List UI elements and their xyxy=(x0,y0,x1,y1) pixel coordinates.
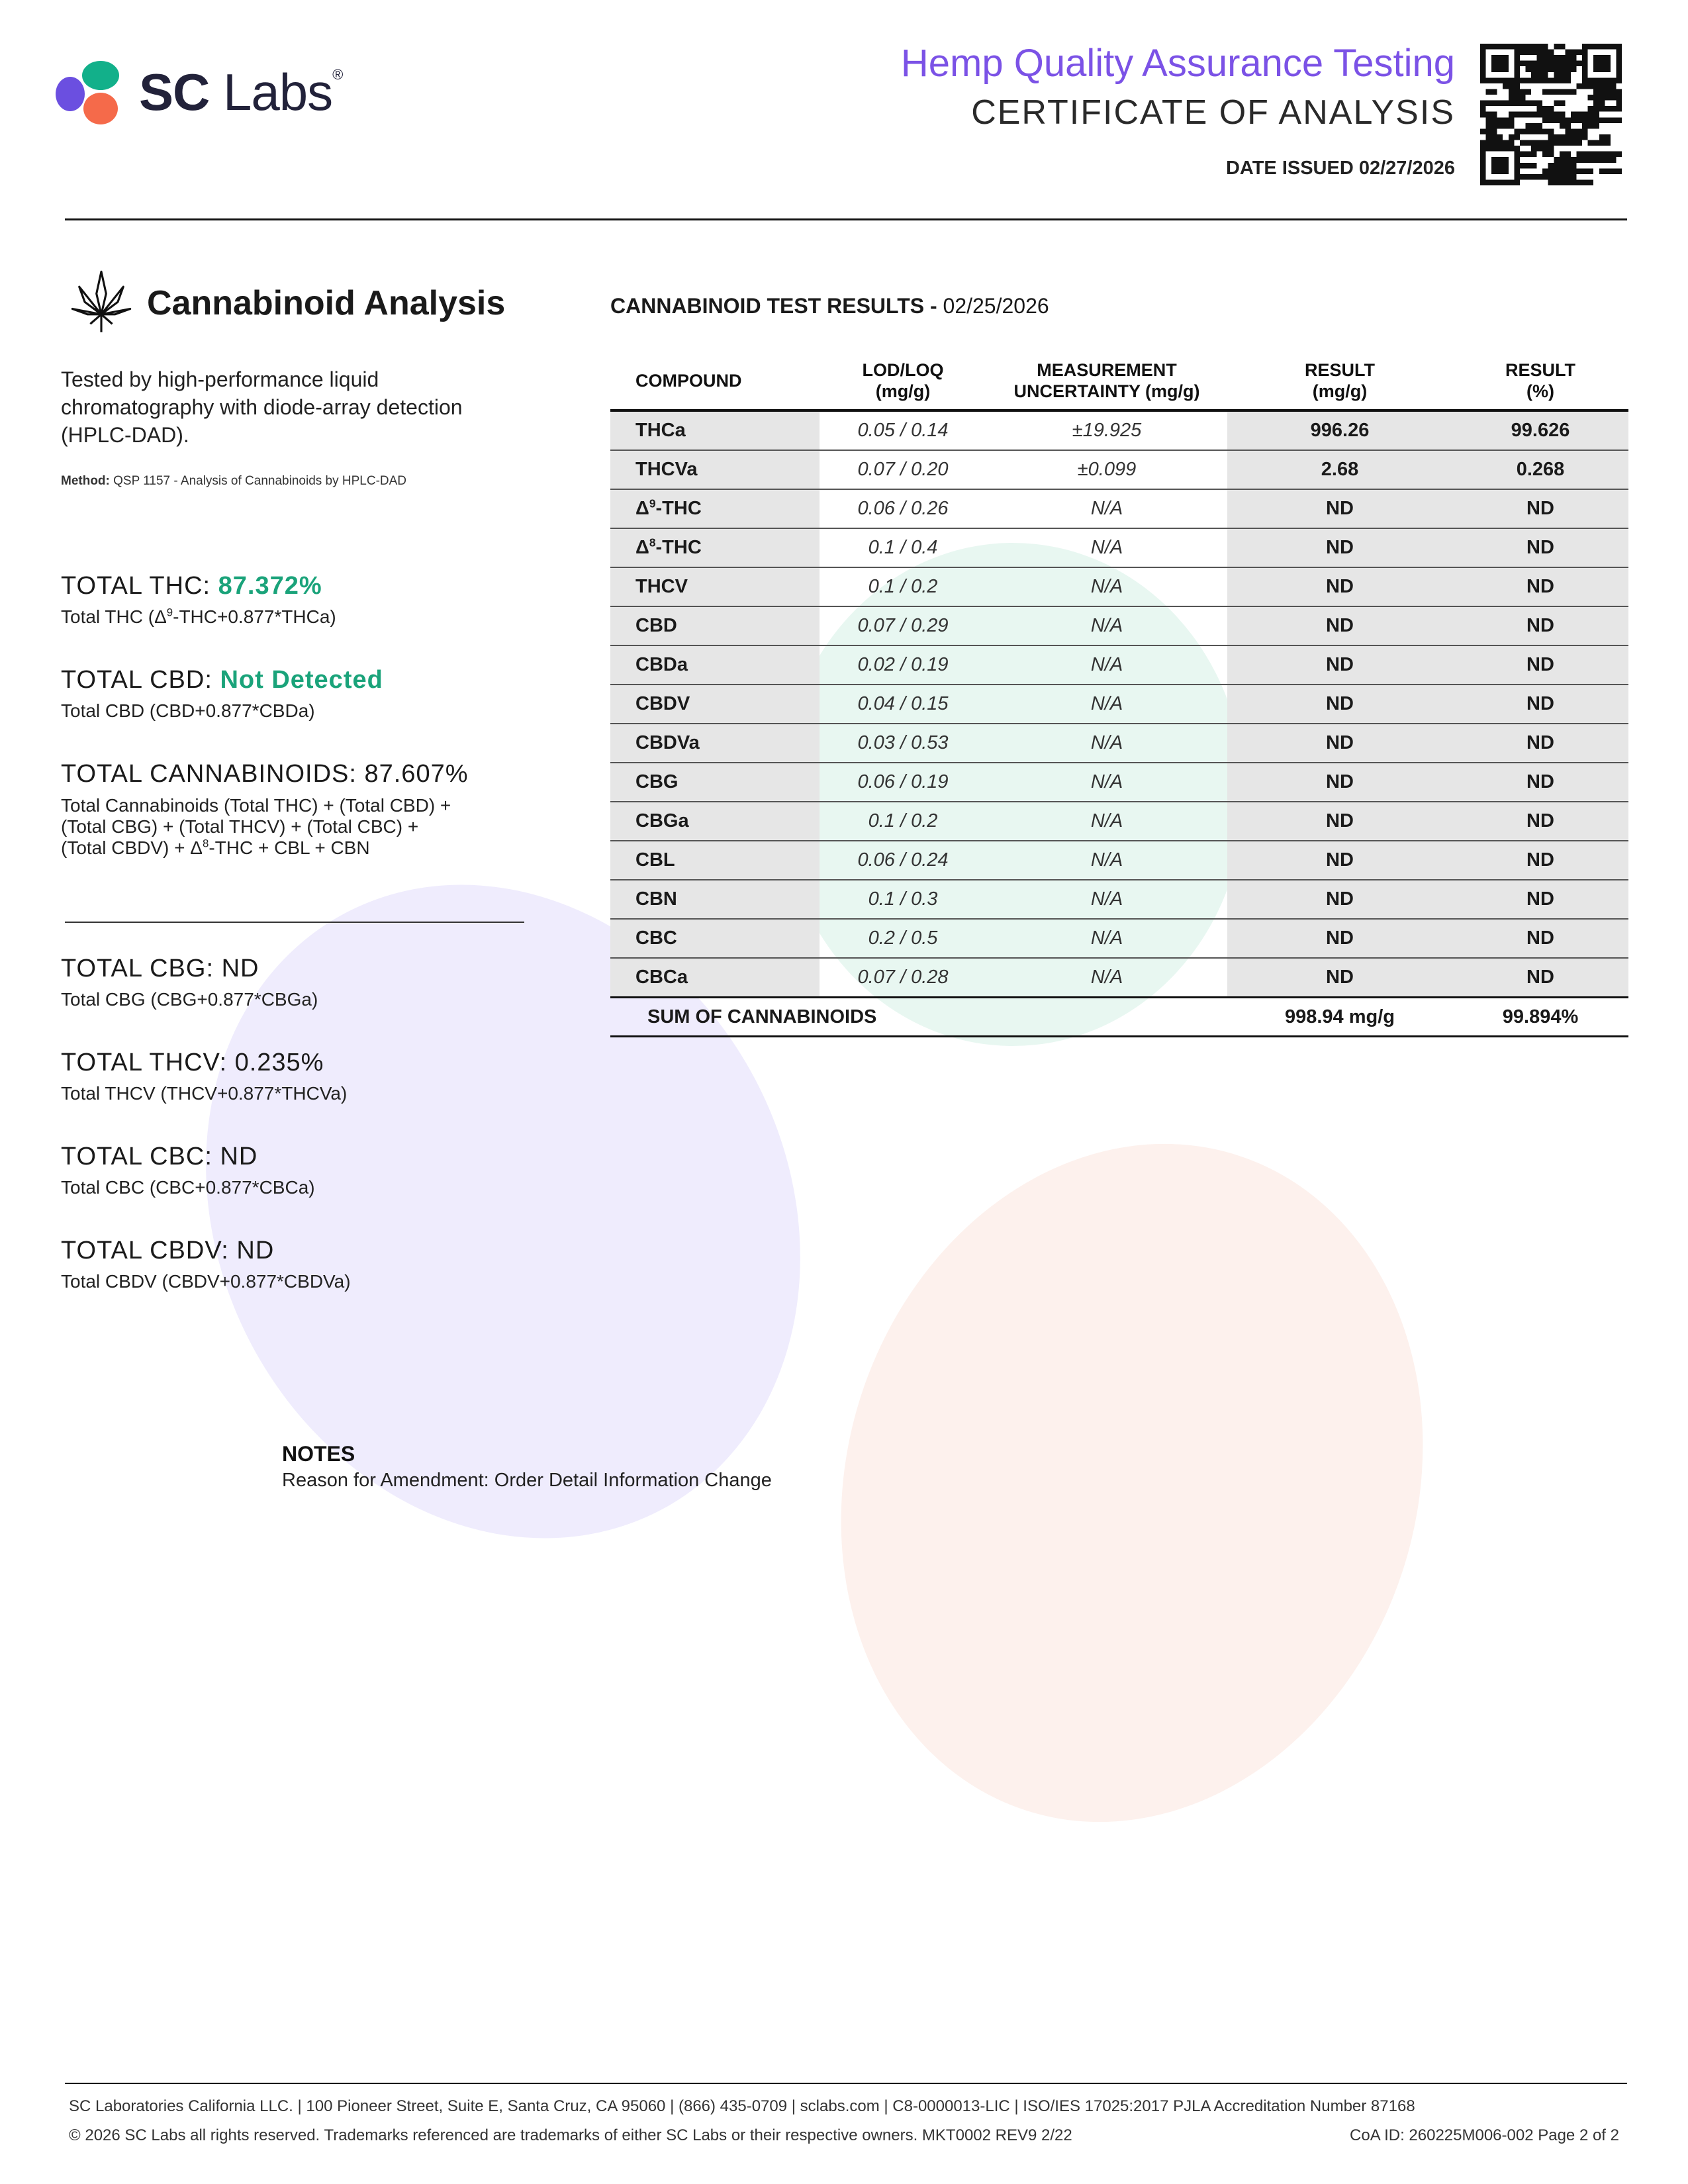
lod-loq-cell: 0.1 / 0.4 xyxy=(820,528,986,567)
lod-loq-cell: 0.2 / 0.5 xyxy=(820,919,986,958)
total-cbc-formula: Total CBC (CBC+0.877*CBCa) xyxy=(61,1177,315,1198)
total-thc-label: TOTAL THC: 87.372% xyxy=(61,572,322,600)
total-cbd-formula: Total CBD (CBD+0.877*CBDa) xyxy=(61,700,315,721)
footer-coa-id: CoA ID: 260225M006-002 Page 2 of 2 xyxy=(1350,2126,1619,2144)
uncertainty-cell: ±19.925 xyxy=(986,410,1227,450)
header-compound: COMPOUND xyxy=(635,371,742,391)
sum-pct: 99.894% xyxy=(1452,998,1628,1037)
method-description: Tested by high-performance liquid chromatography with diode-array detection (HPLC-DAD). xyxy=(61,367,463,447)
brand-name: SC Labs® xyxy=(139,63,343,121)
footer-divider xyxy=(65,2083,1627,2084)
total-cbd xyxy=(61,666,383,722)
table-row xyxy=(610,410,1628,450)
lod-loq-cell: 0.06 / 0.24 xyxy=(820,841,986,880)
total-cbdv-label: TOTAL CBDV: ND xyxy=(61,1237,275,1264)
table-row xyxy=(610,919,1628,958)
qr-code-icon xyxy=(1480,44,1622,185)
table-row xyxy=(610,724,1628,763)
report-title: Hemp Quality Assurance Testing xyxy=(900,42,1455,85)
compound-cell: THCV xyxy=(610,567,820,606)
sum-mgg: 998.94 mg/g xyxy=(1227,998,1452,1037)
table-row xyxy=(610,841,1628,880)
total-cbg-formula: Total CBG (CBG+0.877*CBGa) xyxy=(61,989,318,1010)
result-mgg-cell: ND xyxy=(1227,645,1452,685)
date-issued: DATE ISSUED 02/27/2026 xyxy=(1225,158,1455,179)
lod-loq-cell: 0.05 / 0.14 xyxy=(820,410,986,450)
result-pct-cell: 99.626 xyxy=(1452,410,1628,450)
result-pct-cell: 0.268 xyxy=(1452,450,1628,489)
result-mgg-cell: ND xyxy=(1227,841,1452,880)
result-mgg-cell: ND xyxy=(1227,802,1452,841)
result-mgg-cell: ND xyxy=(1227,763,1452,802)
result-mgg-cell: ND xyxy=(1227,528,1452,567)
result-mgg-cell: ND xyxy=(1227,685,1452,724)
compound-cell: $\Delta^9$-THC xyxy=(610,489,820,528)
uncertainty-cell: N/A xyxy=(986,841,1227,880)
lod-loq-cell: 0.03 / 0.53 xyxy=(820,724,986,763)
total-cbdv-formula: Total CBDV (CBDV+0.877*CBDVa) xyxy=(61,1271,351,1292)
result-pct-cell: ND xyxy=(1452,763,1628,802)
total-thc-formula: Total THC $(\Delta^9-THC+0.877*THCa)$ xyxy=(61,606,336,627)
uncertainty-cell: N/A xyxy=(986,919,1227,958)
result-pct-cell: ND xyxy=(1452,841,1628,880)
uncertainty-cell: N/A xyxy=(986,489,1227,528)
lod-loq-cell: 0.07 / 0.28 xyxy=(820,958,986,998)
table-row xyxy=(610,489,1628,528)
uncertainty-cell: N/A xyxy=(986,567,1227,606)
compound-cell: CBC xyxy=(610,919,820,958)
total-cbg-label: TOTAL CBG: ND xyxy=(61,955,259,982)
uncertainty-cell: N/A xyxy=(986,528,1227,567)
result-pct-cell: ND xyxy=(1452,880,1628,919)
header-result-mgg: RESULT (mg/g) xyxy=(1305,360,1375,401)
results-header-row xyxy=(610,352,1628,410)
compound-cell: CBDV xyxy=(610,685,820,724)
result-mgg-cell: ND xyxy=(1227,606,1452,645)
lod-loq-cell: 0.06 / 0.19 xyxy=(820,763,986,802)
compound-cell: CBGa xyxy=(610,802,820,841)
total-cbc-label: TOTAL CBC: ND xyxy=(61,1143,258,1170)
total-cannabinoids-formula: Total Cannabinoids (Total THC) + (Total CBD) + (Total CBG) + (Total THCV) + (Total CBC) + (Total CBDV) + $\Delta^8$-THC + CBL + CBN xyxy=(61,795,451,858)
table-row xyxy=(610,880,1628,919)
total-cbg xyxy=(61,955,318,1011)
notes-heading: NOTES xyxy=(282,1442,355,1466)
uncertainty-cell: N/A xyxy=(986,958,1227,998)
result-mgg-cell: ND xyxy=(1227,919,1452,958)
table-row xyxy=(610,528,1628,567)
uncertainty-cell: N/A xyxy=(986,724,1227,763)
result-pct-cell: ND xyxy=(1452,567,1628,606)
total-cbc xyxy=(61,1143,315,1199)
footer-address: SC Laboratories California LLC. | 100 Pioneer Street, Suite E, Santa Cruz, CA 95060 | (866) 435-0709 | sclabs.com | C8-0000013-LIC | ISO/IES 17025:2017 PJLA Accreditation Number 87168 xyxy=(69,2097,1415,2115)
lod-loq-cell: 0.1 / 0.2 xyxy=(820,567,986,606)
lod-loq-cell: 0.02 / 0.19 xyxy=(820,645,986,685)
header-uncertainty: MEASUREMENT UNCERTAINTY (mg/g) xyxy=(1013,360,1200,401)
result-pct-cell: ND xyxy=(1452,724,1628,763)
total-cbdv xyxy=(61,1237,351,1293)
result-mgg-cell: 996.26 xyxy=(1227,410,1452,450)
result-pct-cell: ND xyxy=(1452,489,1628,528)
uncertainty-cell: N/A xyxy=(986,645,1227,685)
header-result-pct: RESULT (%) xyxy=(1505,360,1575,401)
total-cannabinoids xyxy=(61,760,469,859)
totals-divider xyxy=(65,922,524,923)
compound-cell: CBL xyxy=(610,841,820,880)
compound-cell: CBN xyxy=(610,880,820,919)
result-pct-cell: ND xyxy=(1452,606,1628,645)
results-title: CANNABINOID TEST RESULTS - 02/25/2026 xyxy=(610,294,1049,318)
result-pct-cell: ND xyxy=(1452,645,1628,685)
table-row xyxy=(610,567,1628,606)
compound-cell: CBCa xyxy=(610,958,820,998)
compound-cell: CBDa xyxy=(610,645,820,685)
uncertainty-cell: N/A xyxy=(986,685,1227,724)
table-row xyxy=(610,606,1628,645)
method-line: Method: QSP 1157 - Analysis of Cannabinoids by HPLC-DAD xyxy=(61,474,407,488)
result-mgg-cell: ND xyxy=(1227,880,1452,919)
table-row xyxy=(610,645,1628,685)
lod-loq-cell: 0.04 / 0.15 xyxy=(820,685,986,724)
result-mgg-cell: ND xyxy=(1227,489,1452,528)
result-pct-cell: ND xyxy=(1452,802,1628,841)
compound-cell: THCVa xyxy=(610,450,820,489)
compound-cell: CBDVa xyxy=(610,724,820,763)
sum-label: SUM OF CANNABINOIDS xyxy=(610,998,1227,1037)
result-mgg-cell: ND xyxy=(1227,567,1452,606)
lod-loq-cell: 0.07 / 0.20 xyxy=(820,450,986,489)
total-thc xyxy=(61,572,336,628)
lod-loq-cell: 0.1 / 0.2 xyxy=(820,802,986,841)
total-cbd-label: TOTAL CBD: Not Detected xyxy=(61,666,383,694)
table-row xyxy=(610,763,1628,802)
header-divider xyxy=(65,218,1627,220)
uncertainty-cell: ±0.099 xyxy=(986,450,1227,489)
header-lod-loq: LOD/LOQ (mg/g) xyxy=(862,360,944,401)
table-row xyxy=(610,958,1628,998)
compound-cell: $\Delta^8$-THC xyxy=(610,528,820,567)
section-title: Cannabinoid Analysis xyxy=(147,284,506,322)
uncertainty-cell: N/A xyxy=(986,802,1227,841)
total-thcv xyxy=(61,1049,347,1105)
sum-row xyxy=(610,998,1628,1037)
table-row xyxy=(610,802,1628,841)
total-thcv-label: TOTAL THCV: 0.235% xyxy=(61,1049,324,1076)
result-pct-cell: ND xyxy=(1452,958,1628,998)
report-subtitle: CERTIFICATE OF ANALYSIS xyxy=(971,93,1455,132)
result-pct-cell: ND xyxy=(1452,919,1628,958)
result-mgg-cell: ND xyxy=(1227,958,1452,998)
brand-logo xyxy=(54,57,372,130)
result-mgg-cell: ND xyxy=(1227,724,1452,763)
uncertainty-cell: N/A xyxy=(986,880,1227,919)
total-thcv-formula: Total THCV (THCV+0.877*THCVa) xyxy=(61,1083,348,1104)
background-blob-peach xyxy=(755,1068,1509,1899)
result-pct-cell: ND xyxy=(1452,528,1628,567)
compound-cell: CBD xyxy=(610,606,820,645)
footer-copyright: © 2026 SC Labs all rights reserved. Trademarks referenced are trademarks of either SC Labs or their respective owners. MKT0002 REV9 2/22 xyxy=(69,2126,1072,2144)
lod-loq-cell: 0.07 / 0.29 xyxy=(820,606,986,645)
result-pct-cell: ND xyxy=(1452,685,1628,724)
total-cannabinoids-label: TOTAL CANNABINOIDS: 87.607% xyxy=(61,760,469,788)
lod-loq-cell: 0.1 / 0.3 xyxy=(820,880,986,919)
results-table xyxy=(610,352,1628,1037)
result-mgg-cell: 2.68 xyxy=(1227,450,1452,489)
sc-labs-logo-icon xyxy=(54,57,134,130)
lod-loq-cell: 0.06 / 0.26 xyxy=(820,489,986,528)
uncertainty-cell: N/A xyxy=(986,606,1227,645)
table-row xyxy=(610,685,1628,724)
compound-cell: CBG xyxy=(610,763,820,802)
notes-text: Reason for Amendment: Order Detail Information Change xyxy=(282,1470,772,1491)
compound-cell: THCa xyxy=(610,410,820,450)
table-row xyxy=(610,450,1628,489)
uncertainty-cell: N/A xyxy=(986,763,1227,802)
cannabis-leaf-icon xyxy=(66,266,136,335)
